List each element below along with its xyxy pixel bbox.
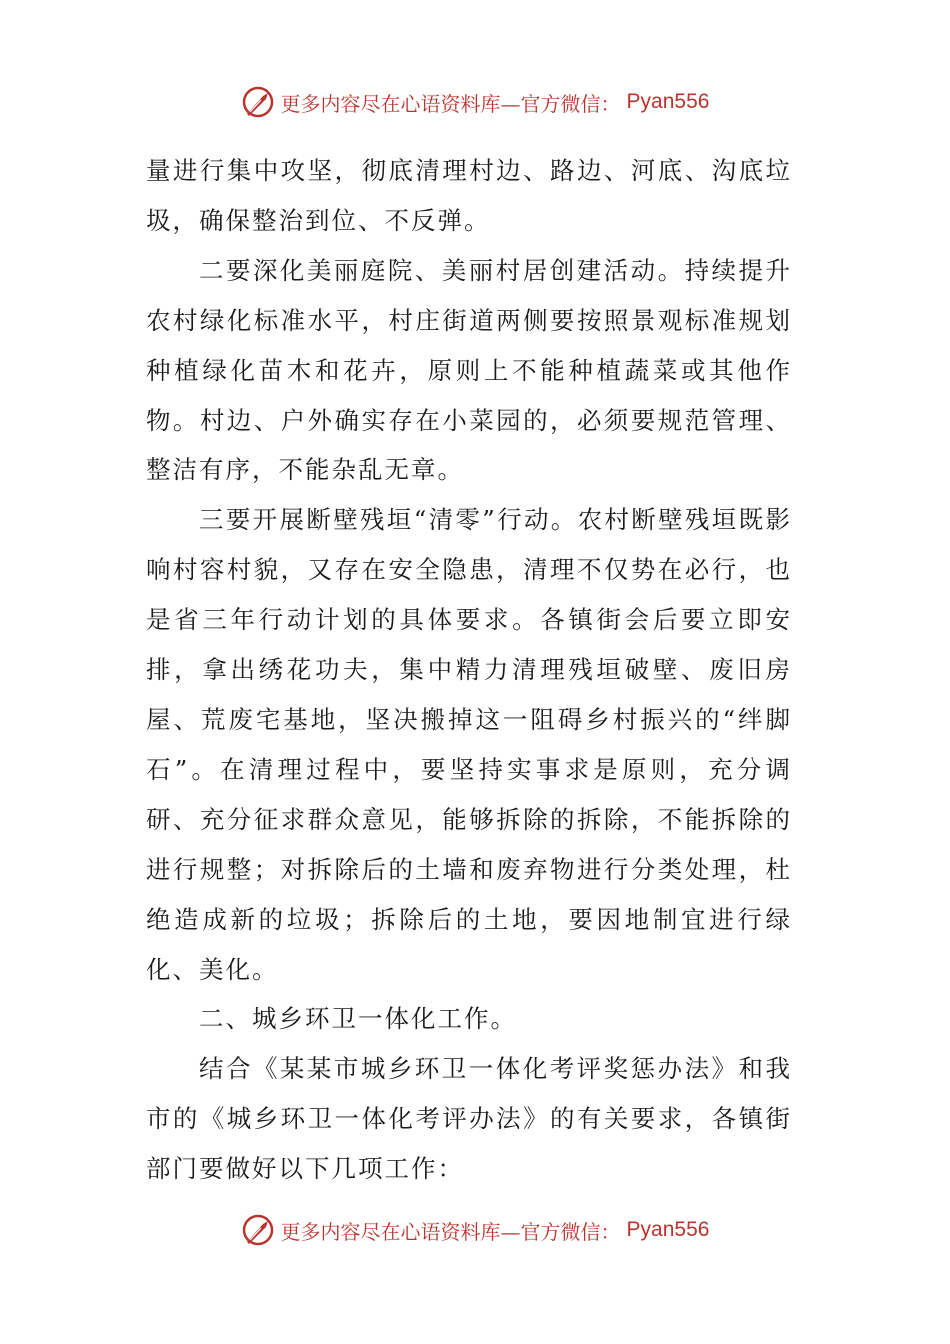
banner-wechat-id: Pyan556 [626,90,710,113]
pen-nib-logo-icon [241,85,275,119]
footer-banner [0,1212,950,1248]
document-body [146,146,792,1194]
paragraph: 量进行集中攻坚，彻底清理村边、路边、河底、沟底垃圾，确保整治到位、不反弹。 [146,156,792,235]
paragraph: 三要开展断壁残垣“清零”行动。农村断壁残垣既影响村容村貌，又存在安全隐患，清理不仅势在必行，也是省三年行动计划的具体要求。各镇街会后要立即安排，拿出绣花功夫，集中精力清理残垣破壁、废旧房屋、荒废宅基地，坚决搬掉这一阻碍乡村振兴的“绊脚石”。在清理过程中，要坚持实事求是原则，充分调研、充分征求群众意见，能够拆除的拆除，不能拆除的进行规整；对拆除后的土墙和废弃物进行分类处理，杜绝造成新的垃圾；拆除后的土地，要因地制宜进行绿化、美化。 [146,505,792,984]
paragraph: 结合《某某市城乡环卫一体化考评奖惩办法》和我市的《城乡环卫一体化考评办法》的有关要求，各镇街部门要做好以下几项工作： [146,1054,792,1184]
banner-text: 更多内容尽在心语资料库—官方微信： [280,91,621,116]
paragraph: 二要深化美丽庭院、美丽村居创建活动。持续提升农村绿化标准水平，村庄街道两侧要按照景观标准规划种植绿化苗木和花卉，原则上不能种植蔬菜或其他作物。村边、户外确实存在小菜园的，必须要规范管理、整洁有序，不能杂乱无章。 [146,255,792,485]
section-heading: 二、城乡环卫一体化工作。 [199,1004,517,1034]
banner-text: 更多内容尽在心语资料库—官方微信： [280,1219,621,1244]
header-banner [0,84,950,120]
pen-nib-logo-icon [241,1213,275,1247]
banner-wechat-id: Pyan556 [626,1218,710,1241]
